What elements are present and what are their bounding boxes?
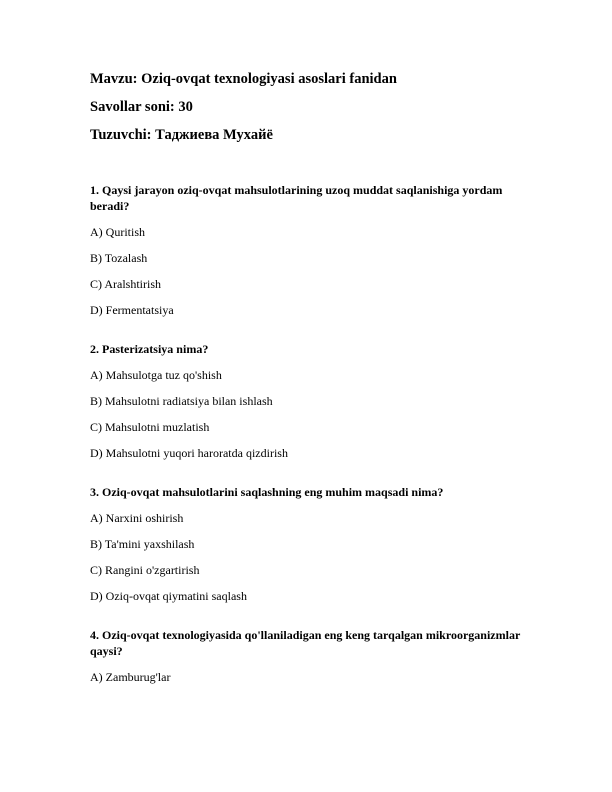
author-line: Tuzuvchi: Таджиева Мухайё: [90, 127, 273, 143]
answer-option-a: A) Quritish: [90, 225, 145, 239]
question-count: Savollar soni: 30: [90, 99, 193, 115]
question-text: 2. Pasterizatsiya nima?: [90, 342, 209, 356]
question-text: 4. Oziq-ovqat texnologiyasida qo'llaniladigan eng keng tarqalgan mikroorganizmlar qaysi?: [90, 628, 521, 658]
question-text: 3. Oziq-ovqat mahsulotlarini saqlashning eng muhim maqsadi nima?: [90, 485, 444, 499]
question-4: [90, 627, 530, 685]
question-3: [90, 484, 530, 604]
answer-option-d: D) Oziq-ovqat qiymatini saqlash: [90, 589, 247, 603]
answer-option-c: C) Mahsulotni muzlatish: [90, 420, 210, 434]
document-header: [90, 70, 397, 154]
answer-option-a: A) Narxini oshirish: [90, 511, 184, 525]
answer-option-d: D) Fermentatsiya: [90, 303, 174, 317]
question-text: 1. Qaysi jarayon oziq-ovqat mahsulotlarining uzoq muddat saqlanishiga yordam beradi?: [90, 183, 503, 213]
answer-option-b: B) Ta'mini yaxshilash: [90, 537, 195, 551]
answer-option-a: A) Zamburug'lar: [90, 670, 171, 684]
question-list: [90, 182, 530, 708]
answer-option-b: B) Mahsulotni radiatsiya bilan ishlash: [90, 394, 273, 408]
answer-option-d: D) Mahsulotni yuqori haroratda qizdirish: [90, 446, 288, 460]
answer-option-c: C) Aralshtirish: [90, 277, 161, 291]
answer-option-b: B) Tozalash: [90, 251, 148, 265]
question-1: [90, 182, 530, 318]
answer-option-a: A) Mahsulotga tuz qo'shish: [90, 368, 222, 382]
question-2: [90, 341, 530, 461]
answer-option-c: C) Rangini o'zgartirish: [90, 563, 200, 577]
topic-heading: Mavzu: Oziq-ovqat texnologiyasi asoslari fanidan: [90, 71, 397, 87]
